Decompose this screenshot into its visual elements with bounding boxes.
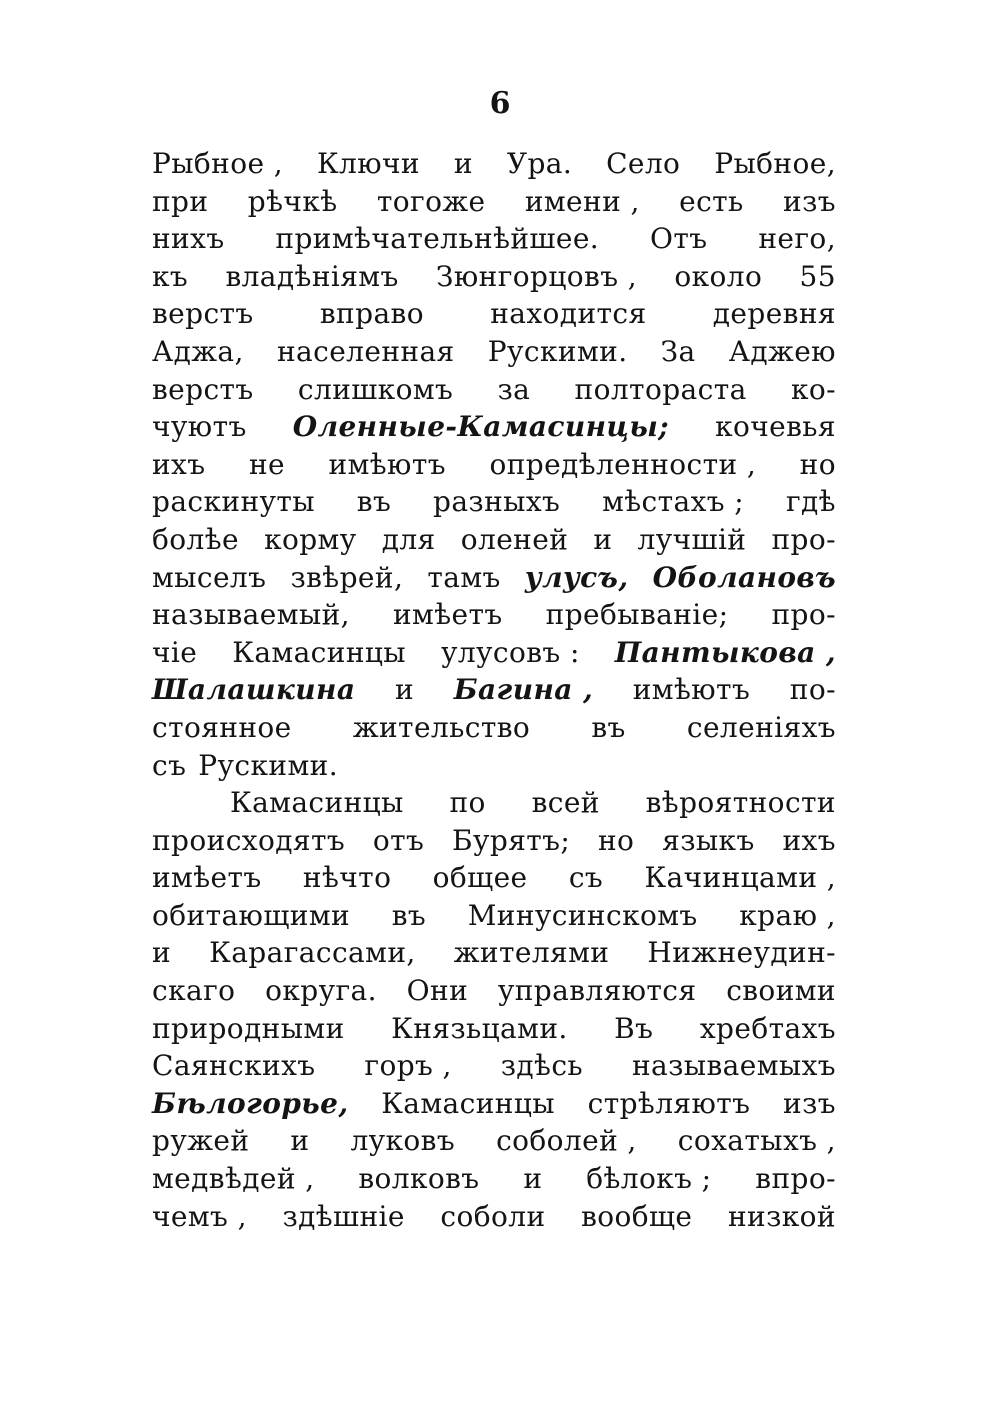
word: Рыбное, (714, 147, 836, 180)
word: управляются (497, 974, 697, 1008)
word: корму (264, 522, 357, 556)
word: для (381, 522, 436, 556)
word: Рускими. (198, 748, 338, 782)
word: разныхъ (433, 485, 561, 519)
word: краю , (739, 898, 836, 932)
word: волковъ (358, 1162, 480, 1196)
text-line (152, 333, 836, 371)
word: раскинуты (152, 485, 315, 519)
word: вправо (319, 297, 424, 331)
word: Саянскихъ (152, 1049, 316, 1083)
word: имѣетъ (152, 861, 262, 895)
text-line (152, 709, 836, 747)
text-line (152, 446, 836, 484)
word: селеніяхъ (686, 710, 836, 744)
word: Ура. (506, 147, 573, 180)
text-line (152, 559, 836, 597)
word: полтораста (574, 372, 747, 406)
word: имени , (524, 184, 640, 218)
word: Аджа, (152, 334, 244, 368)
word: Князьцами. (391, 1011, 568, 1045)
word: Нижнеудин- (647, 936, 836, 970)
word: общее (432, 861, 528, 895)
word: и (523, 1162, 543, 1196)
word: нѣчто (302, 861, 392, 895)
word: Зюнгорцовъ , (436, 259, 638, 293)
word: медвѣдей , (152, 1162, 315, 1196)
text-line (152, 972, 836, 1010)
text-line (152, 859, 836, 897)
word: нихъ (152, 222, 225, 256)
text-line (152, 1085, 836, 1123)
word: слишкомъ (297, 372, 454, 406)
word: Качинцами , (644, 861, 836, 895)
word: Ключи (316, 147, 420, 180)
word: улусовъ : (440, 635, 580, 669)
word: въ (356, 485, 392, 519)
text-line (152, 1010, 836, 1048)
text-line (152, 1122, 836, 1160)
italic-word: Бѣлогорье, (152, 1086, 349, 1120)
word: въ (591, 710, 626, 744)
text-line (152, 784, 836, 822)
word: ко- (790, 372, 836, 406)
text-line (152, 671, 836, 709)
word: луковъ (350, 1124, 456, 1158)
word: имѣютъ (328, 447, 446, 481)
word: имѣютъ (632, 673, 751, 707)
text-line (152, 1047, 836, 1085)
word: Они (406, 974, 469, 1008)
word: кочевья (715, 410, 836, 444)
word: тамъ (427, 560, 501, 594)
word: оленей (460, 522, 569, 556)
word: мыселъ (152, 560, 267, 594)
word: ихъ (152, 447, 206, 481)
word: находится (490, 297, 647, 331)
word: верстъ (152, 297, 254, 331)
word: около (674, 259, 763, 293)
word: Въ (614, 1011, 654, 1045)
italic-word: Шалашкина (152, 673, 356, 707)
word: Бурятъ; (452, 823, 571, 857)
text-line (152, 1198, 836, 1236)
italic-word: Пантыкова , (614, 635, 836, 669)
word: Аджею (728, 334, 836, 368)
word: верстъ (152, 372, 254, 406)
word: при (152, 184, 209, 218)
word: къ (152, 259, 189, 293)
italic-word: Оленные-Камасинцы; (292, 410, 669, 444)
word: Минусинскомъ (467, 898, 698, 932)
word: пребываніе; (545, 598, 729, 632)
word: соболи (440, 1199, 546, 1233)
word: съ (568, 861, 604, 895)
text-line (152, 596, 836, 634)
word: происходятъ (152, 823, 346, 857)
text-line (152, 747, 836, 785)
word: называемыхъ (631, 1049, 836, 1083)
text-line (152, 408, 836, 446)
word: Отъ (649, 222, 708, 256)
word: Камасинцы (381, 1086, 555, 1120)
word: хребтахъ (699, 1011, 836, 1045)
word: округа. (265, 974, 377, 1008)
text-line (152, 1160, 836, 1198)
word: сохатыхъ , (677, 1124, 836, 1158)
word: примѣчательнѣйшее. (275, 222, 600, 256)
word: Камасинцы (232, 635, 406, 669)
text-line (152, 822, 836, 860)
italic-word: Оболановъ (652, 560, 836, 594)
word: языкъ (662, 823, 755, 857)
word: съ (152, 748, 187, 782)
word: низкой (727, 1199, 836, 1233)
text-line (152, 220, 836, 258)
word: мѣстахъ ; (602, 485, 745, 519)
word: отъ (372, 823, 425, 857)
word: есть (679, 184, 744, 218)
word: и (290, 1124, 310, 1158)
word: имѣетъ (393, 598, 503, 632)
word: Село (606, 147, 681, 180)
word: населенная (276, 334, 455, 368)
word: за (497, 372, 531, 406)
text-line (152, 634, 836, 672)
word: бѣлокъ ; (586, 1162, 712, 1196)
word: скаго (152, 974, 236, 1008)
word: не (248, 447, 286, 481)
word: лучшій (637, 522, 747, 556)
page-number: 6 (489, 86, 511, 121)
word: чемъ , (152, 1199, 247, 1233)
word: владѣніямъ (225, 259, 399, 293)
word: по (449, 786, 486, 820)
word: За (660, 334, 696, 368)
word: вѣроятности (645, 786, 836, 820)
word: чіе (152, 635, 198, 669)
text-line (152, 183, 836, 221)
word: впро- (755, 1162, 836, 1196)
word: соболей , (496, 1124, 637, 1158)
word: Рыбное , (152, 147, 284, 180)
word: стоянное (152, 710, 292, 744)
word: жительство (352, 710, 531, 744)
word: своими (726, 974, 836, 1008)
word: обитающими (152, 898, 351, 932)
word: и (152, 936, 172, 970)
word: горъ , (364, 1049, 452, 1083)
word: про- (771, 522, 836, 556)
text-line (152, 483, 836, 521)
word: чуютъ (152, 410, 247, 444)
text-line (152, 371, 836, 409)
word: здѣшніе (282, 1199, 405, 1233)
word: и (453, 147, 473, 180)
word: всей (531, 786, 600, 820)
word: ихъ (782, 823, 836, 857)
word: по- (789, 673, 836, 707)
word: въ (391, 898, 427, 932)
word: гдѣ (785, 485, 836, 519)
word: него, (758, 222, 836, 256)
word: про- (771, 598, 836, 632)
word: и (395, 673, 415, 707)
word: ружей (152, 1124, 250, 1158)
word: природными (152, 1011, 345, 1045)
word: вообще (581, 1199, 693, 1233)
italic-word: Багина , (453, 673, 594, 707)
word: Рускими. (487, 334, 628, 368)
word: называемый, (152, 598, 350, 632)
word: но (598, 823, 635, 857)
word: тогоже (376, 184, 486, 218)
word: жителями (453, 936, 610, 970)
text-line (152, 521, 836, 559)
word: 55 (799, 259, 836, 293)
word: деревня (712, 297, 836, 331)
word: болѣе (152, 522, 239, 556)
word: рѣчкѣ (247, 184, 338, 218)
word: Карагассами, (209, 936, 416, 970)
word: но (799, 447, 836, 481)
text-line (152, 934, 836, 972)
text-line (152, 258, 836, 296)
word: изъ (783, 1086, 836, 1120)
word: и (593, 522, 613, 556)
word: стрѣляютъ (587, 1086, 751, 1120)
italic-word: улусъ, (524, 560, 629, 594)
text-line (152, 897, 836, 935)
word: Камасинцы (230, 786, 404, 820)
body-text (152, 145, 836, 1235)
word: здѣсь (500, 1049, 584, 1083)
text-line (152, 145, 836, 183)
word: изъ (783, 184, 836, 218)
word: опредѣленности , (489, 447, 757, 481)
text-line (152, 295, 836, 333)
word: звѣрей, (290, 560, 404, 594)
